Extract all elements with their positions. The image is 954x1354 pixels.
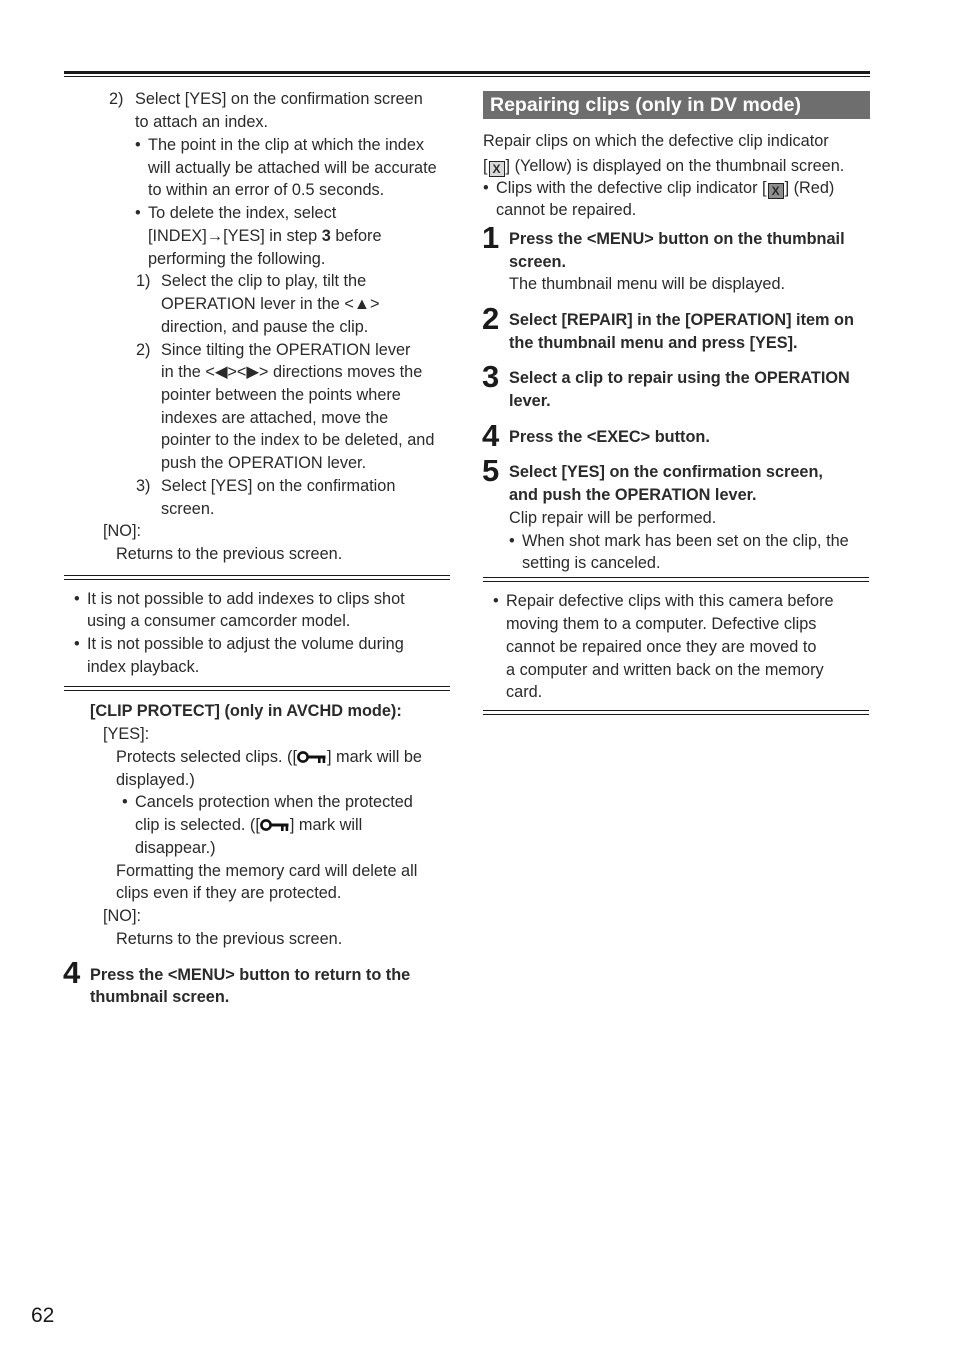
text: before: [330, 227, 382, 245]
note-line: a computer and written back on the memory: [506, 661, 824, 679]
paragraph-line: to within an error of 0.5 seconds.: [148, 181, 385, 199]
paragraph-line: Cancels protection when the protected: [135, 793, 413, 811]
text: [: [483, 157, 488, 175]
note-line: using a consumer camcorder model.: [87, 612, 351, 630]
step-text: the thumbnail menu and press [YES].: [509, 334, 798, 352]
step-text: and push the OPERATION lever.: [509, 486, 757, 504]
paragraph-line: Since tilting the OPERATION lever: [161, 341, 411, 359]
paragraph-line: screen.: [161, 500, 215, 518]
text: ] (Yellow) is displayed on the thumbnail screen.: [505, 157, 845, 175]
paragraph-line: [148, 226, 382, 246]
note-line: Repair defective clips with this camera before: [506, 592, 834, 610]
step-number: 3: [482, 359, 500, 394]
paragraph-line: displayed.): [116, 771, 195, 789]
paragraph-line: To delete the index, select: [148, 204, 337, 222]
step-text: Select [YES] on the confirmation screen,: [509, 463, 823, 481]
note-rule-bottom: [483, 710, 869, 711]
note-line: moving them to a computer. Defective clips: [506, 615, 817, 633]
paragraph-line: Select the clip to play, tilt the: [161, 272, 367, 290]
text: Clips with the defective clip indicator [: [496, 179, 767, 197]
step-text: Select a clip to repair using the OPERATION: [509, 369, 850, 387]
top-rule: [64, 71, 870, 74]
list-number: 2): [109, 90, 124, 108]
paragraph-line: setting is canceled.: [522, 554, 661, 572]
paragraph-line: clips even if they are protected.: [116, 884, 342, 902]
paragraph-line: push the OPERATION lever.: [161, 454, 367, 472]
paragraph-line: performing the following.: [148, 250, 326, 268]
menu-path: [INDEX]: [148, 227, 207, 245]
note-line: cannot be repaired once they are moved to: [506, 638, 817, 656]
paragraph-line: to attach an index.: [135, 113, 269, 131]
paragraph-line: Returns to the previous screen.: [116, 930, 343, 948]
note-rule-bottom: [64, 686, 450, 687]
step-number: 1: [482, 220, 500, 255]
paragraph-line: pointer between the points where: [161, 386, 401, 404]
bullet: •: [122, 793, 128, 811]
step-text: thumbnail screen.: [90, 988, 230, 1006]
paragraph-line: will actually be attached will be accurate: [148, 159, 437, 177]
option-label: [YES]:: [103, 725, 150, 743]
paragraph-line: [135, 815, 362, 837]
note-rule-top: [483, 577, 869, 578]
paragraph-line: The point in the clip at which the index: [148, 136, 425, 154]
paragraph-line: in the <◀><▶> directions moves the: [161, 363, 423, 381]
bullet: •: [135, 204, 141, 222]
note-line: index playback.: [87, 658, 200, 676]
paragraph-line: [496, 178, 834, 199]
step-text: Press the <MENU> button on the thumbnail: [509, 230, 845, 248]
section-heading: Repairing clips (only in DV mode): [483, 91, 870, 119]
defective-clip-icon: X: [768, 183, 784, 199]
note-rule-top: [64, 575, 450, 576]
page-number: 62: [31, 1304, 55, 1327]
paragraph-line: OPERATION lever in the <▲>: [161, 295, 380, 313]
option-label: [NO]:: [103, 907, 141, 925]
bullet: •: [483, 179, 489, 197]
paragraph-line: Returns to the previous screen.: [116, 545, 343, 563]
text: ] (Red): [784, 179, 835, 197]
step-number: 4: [63, 955, 81, 990]
step-text: Press the <MENU> button to return to the: [90, 966, 411, 984]
text: Protects selected clips. ([: [116, 748, 297, 766]
paragraph-line: disappear.): [135, 839, 216, 857]
paragraph-line: When shot mark has been set on the clip, the: [522, 532, 849, 550]
option-label: [NO]:: [103, 522, 141, 540]
step-desc: The thumbnail menu will be displayed.: [509, 275, 786, 293]
paragraph-line: pointer to the index to be deleted, and: [161, 431, 435, 449]
step-number: 5: [482, 453, 500, 488]
list-number: 1): [136, 272, 151, 290]
bullet: •: [135, 136, 141, 154]
step-ref: 3: [321, 227, 331, 245]
list-number: 2): [136, 341, 151, 359]
paragraph-line: [483, 156, 844, 177]
arrow-icon: →: [206, 227, 224, 245]
key-icon: [260, 817, 290, 837]
bullet: •: [74, 590, 80, 608]
step-desc: Clip repair will be performed.: [509, 509, 717, 527]
paragraph-line: [116, 747, 422, 769]
step-text: Select [REPAIR] in the [OPERATION] item on: [509, 311, 854, 329]
text: ] mark will: [289, 816, 363, 834]
bullet: •: [493, 592, 499, 610]
note-line: It is not possible to adjust the volume during: [87, 635, 404, 653]
paragraph-line: Repair clips on which the defective clip indicator: [483, 132, 829, 150]
bullet: •: [74, 635, 80, 653]
key-icon: [297, 749, 327, 769]
list-number: 3): [136, 477, 151, 495]
step-text: lever.: [509, 392, 551, 410]
step-text: Press the <EXEC> button.: [509, 428, 710, 446]
note-line: It is not possible to add indexes to clips shot: [87, 590, 405, 608]
step-number: 2: [482, 301, 500, 336]
section-title: [CLIP PROTECT] (only in AVCHD mode):: [90, 702, 402, 720]
paragraph-line: indexes are attached, move the: [161, 409, 389, 427]
paragraph-line: cannot be repaired.: [496, 201, 637, 219]
step-text: screen.: [509, 253, 567, 271]
paragraph-line: Select [YES] on the confirmation: [161, 477, 396, 495]
menu-path: [YES] in step: [223, 227, 322, 245]
paragraph-line: Formatting the memory card will delete all: [116, 862, 418, 880]
paragraph-line: direction, and pause the clip.: [161, 318, 369, 336]
step-number: 4: [482, 418, 500, 453]
note-line: card.: [506, 683, 543, 701]
bullet: •: [509, 532, 515, 550]
text: clip is selected. ([: [135, 816, 260, 834]
paragraph-line: Select [YES] on the confirmation screen: [135, 90, 423, 108]
text: ] mark will be: [326, 748, 422, 766]
defective-clip-icon: X: [489, 161, 505, 177]
